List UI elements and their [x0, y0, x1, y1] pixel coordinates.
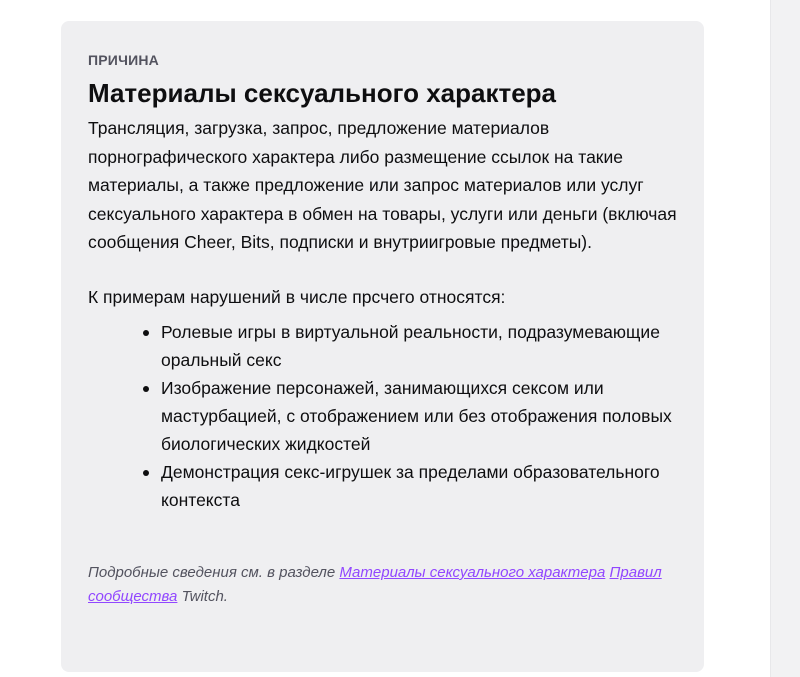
- list-item: [161, 318, 677, 374]
- reason-description: Трансляция, загрузка, запрос, предложение материалов порнографического характера либо размещение ссылок на такие материалы, а также предложение или запрос материалов или услуг сексуального характера в обмен на товары, услуги или деньги (включая сообщения Cheer, Bits, подписки и внутриигровые предметы).: [88, 118, 677, 252]
- list-item-text: Изображение персонажей, занимающихся сексом или мастурбацией, с отображением или без отображения половых биологических жидкостей: [161, 378, 672, 454]
- list-item: [161, 458, 677, 514]
- bullet-icon: [143, 386, 149, 392]
- examples-list: [88, 318, 677, 514]
- bullet-icon: [143, 330, 149, 336]
- reason-card: [61, 21, 704, 672]
- sexual-content-link[interactable]: Материалы сексуального характера: [339, 564, 606, 581]
- community-guidelines-link[interactable]: Правил сообщества: [88, 564, 662, 605]
- list-item: [161, 374, 677, 458]
- footnote: [88, 561, 677, 609]
- footnote-prefix: Подробные сведения см. в разделе: [88, 564, 340, 581]
- list-item-text: Демонстрация секс-игрушек за пределами образовательного контекста: [161, 462, 660, 510]
- side-panel: [770, 0, 800, 677]
- examples-intro: К примерам нарушений в числе прсчего относятся:: [88, 286, 506, 307]
- reason-eyebrow: ПРИЧИНА: [88, 52, 159, 68]
- bullet-icon: [143, 470, 149, 476]
- reason-title: Материалы сексуального характера: [88, 78, 557, 108]
- footnote-suffix: Twitch.: [177, 588, 228, 605]
- list-item-text: Ролевые игры в виртуальной реальности, подразумевающие оральный секс: [161, 322, 660, 370]
